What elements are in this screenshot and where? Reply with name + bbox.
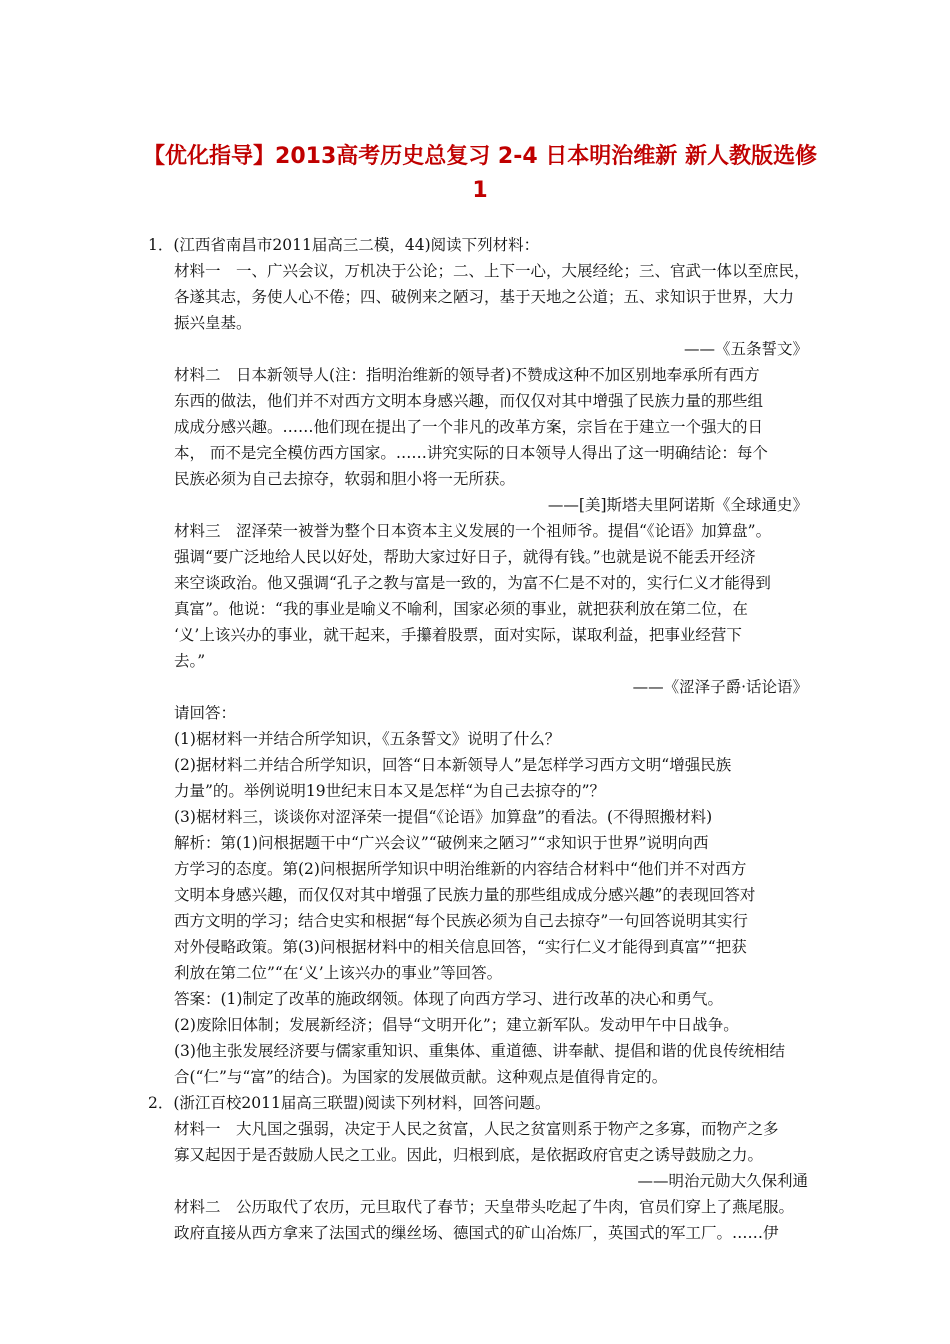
q1-material-3-line: 强调“要广泛地给人民以好处，帮助大家过好日子，就得有钱。”也就是说不能丢开经济 — [174, 548, 756, 566]
q1-answer-line: (3)他主张发展经济要与儒家重知识、重集体、重道德、讲奉献、提倡和谐的优良传统相结 — [174, 1042, 785, 1060]
q1-answer-line: (3)椐材料三，谈谈你对涩泽荣一提倡“《论语》加算盘”的看法。(不得照搬材料) — [174, 808, 713, 826]
q1-answer-line: 方学习的态度。第(2)问根据所学知识中明治维新的内容结合材料中“他们并不对西方 — [174, 860, 747, 878]
q1-material-1-source: ——《五条誓文》 — [683, 340, 808, 358]
q1-material-2-line: 东西的做法，他们并不对西方文明本身感兴趣，而仅仅对其中增强了民族力量的那些组 — [174, 392, 764, 410]
q2-material-1-line: 材料一 大凡国之强弱，决定于人民之贫富，人民之贫富则系于物产之多寡，而物产之多 — [174, 1120, 779, 1138]
q1-material-3-line: 去。” — [174, 652, 206, 670]
q1-material-3-line: 来空谈政治。他又强调“孔子之教与富是一致的，为富不仁是不对的，实行仁义才能得到 — [174, 574, 771, 592]
q1-answer-line: (2)据材料二并结合所学知识，回答“日本新领导人”是怎样学习西方文明“增强民族 — [174, 756, 732, 774]
q2-material-2-line: 材料二 公历取代了农历，元旦取代了春节；天皇带头吃起了牛肉，官员们穿上了燕尾服。 — [174, 1198, 795, 1216]
q1-material-1-line: 振兴皇基。 — [174, 314, 252, 332]
q1-answer-line: (1)椐材料一并结合所学知识，《五条誓文》说明了什么？ — [174, 730, 561, 748]
q1-material-2-line: 民族必须为自己去掠夺，软弱和胆小将一无所获。 — [174, 470, 516, 488]
q1-material-2-line: 本， 而不是完全模仿西方国家。……讲究实际的日本领导人得出了这一明确结论：每个 — [174, 444, 768, 462]
q1-answer-line: 请回答： — [174, 704, 237, 722]
q2-material-1-source: ——明治元勋大久保利通 — [637, 1172, 808, 1190]
q1-answer-line: 对外侵略政策。第(3)问根据材料中的相关信息回答，“实行仁义才能得到真富”“把获 — [174, 938, 747, 956]
q1-material-3-line: ‘义’上该兴办的事业，就干起来，手攥着股票，面对实际，谋取利益，把事业经营下 — [174, 626, 742, 644]
q1-answer-line: 利放在第二位”“在‘义’上该兴办的事业”等回答。 — [174, 964, 503, 982]
q1-answer-line: 西方文明的学习；结合史实和根据“每个民族必须为自己去掠夺”一句回答说明其实行 — [174, 912, 748, 930]
title-line-1: 【优化指导】2013高考历史总复习 2-4 日本明治维新 新人教版选修 — [143, 144, 817, 169]
q1-material-2-source: ——[美]斯塔夫里阿诺斯《全球通史》 — [547, 496, 808, 514]
title-line-2: 1 — [472, 178, 488, 203]
document-title — [120, 140, 840, 208]
q1-material-3-line: 材料三 涩泽荣一被誉为整个日本资本主义发展的一个祖师爷。提倡“《论语》加算盘”。 — [174, 522, 772, 540]
q1-material-3-source: ——《涩泽子爵·话论语》 — [632, 678, 808, 696]
q1-material-2-line: 成成分感兴趣。……他们现在提出了一个非凡的改革方案，宗旨在于建立一个强大的日 — [174, 418, 764, 436]
question-2-heading: 2．(浙江百校2011届高三联盟)阅读下列材料，回答问题。 — [148, 1094, 551, 1112]
q1-material-3-line: 真富”。他说：“我的事业是喻义不喻利，国家必须的事业，就把获利放在第二位，在 — [174, 600, 748, 618]
q1-answer-line: 文明本身感兴趣，而仅仅对其中增强了民族力量的那些组成成分感兴趣”的表现回答对 — [174, 886, 756, 904]
q1-answer-line: (2)废除旧体制；发展新经济；倡导“文明开化”；建立新军队。发动甲午中日战争。 — [174, 1016, 739, 1034]
q1-material-1-line: 材料一 一、广兴会议，万机决于公论；二、上下一心，大展经纶；三、官武一体以至庶民， — [174, 262, 810, 280]
q1-material-2-line: 材料二 日本新领导人(注：指明治维新的领导者)不赞成这种不加区别地奉承所有西方 — [174, 366, 760, 384]
q1-material-1-line: 各遂其志，务使人心不倦；四、破例来之陋习，基于天地之公道；五、求知识于世界，大力 — [174, 288, 795, 306]
question-1-heading: 1．(江西省南昌市2011届高三二模，44)阅读下列材料： — [148, 236, 540, 254]
q1-answer-line: 力量”的。举例说明19世纪末日本又是怎样“为自己去掠夺的”？ — [174, 782, 605, 800]
q1-answer-line: 解析：第(1)问根据题干中“广兴会议”“破例来之陋习”“求知识于世界”说明向西 — [174, 834, 709, 852]
q1-answer-line: 答案：(1)制定了改革的施政纲领。体现了向西方学习、进行改革的决心和勇气。 — [174, 990, 723, 1008]
q2-material-1-line: 寡又起因于是否鼓励人民之工业。因此，归根到底，是依据政府官吏之诱导鼓励之力。 — [174, 1146, 764, 1164]
q2-material-2-line: 政府直接从西方拿来了法国式的缫丝场、德国式的矿山冶炼厂，英国式的军工厂。……伊 — [174, 1224, 779, 1242]
q1-answer-line: 合(“仁”与“富”的结合)。为国家的发展做贡献。这种观点是值得肯定的。 — [174, 1068, 668, 1086]
